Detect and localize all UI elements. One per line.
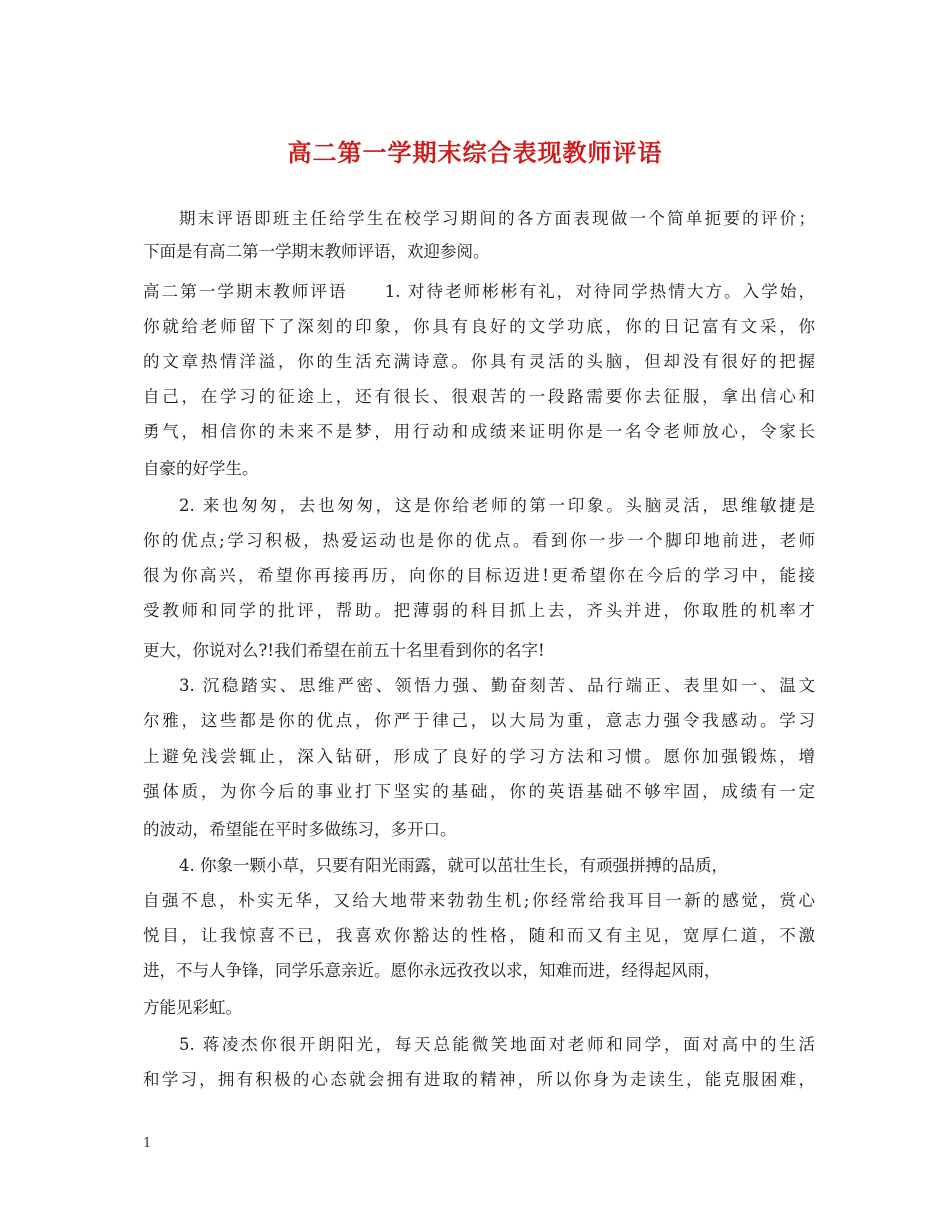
text-line: 勇气，相信你的未来不是梦，用行动和成绩来证明你是一名令老师放心，令家长 — [143, 422, 815, 441]
text-line: 自豪的好学生。 — [143, 459, 259, 478]
text-line: 下面是有高二第一学期末教师评语，欢迎参阅。 — [143, 242, 490, 261]
text-line: 方能见彩虹。 — [143, 998, 242, 1017]
text-line: 和学习，拥有积极的心态就会拥有进取的精神，所以你身为走读生，能克服困难， — [143, 1070, 815, 1089]
page-number: 1 — [143, 1136, 152, 1151]
text-line: 受教师和同学的批评，帮助。把薄弱的科目抓上去，齐头并进，你取胜的机率才 — [143, 601, 815, 620]
text-line: 你就给老师留下了深刻的印象，你具有良好的文学功底，你的日记富有文采，你 — [143, 317, 815, 336]
text-line: 上避免浅尝辄止，深入钻研，形成了良好的学习方法和习惯。愿你加强锻炼，增 — [143, 747, 815, 766]
text-line: 3. 沉稳踏实、思维严密、领悟力强、勤奋刻苦、品行端正、表里如一、温文 — [179, 676, 815, 695]
text-line: 尔雅，这些都是你的优点，你严于律己，以大局为重，意志力强令我感动。学习 — [143, 711, 815, 730]
document-title: 高二第一学期末综合表现教师评语 — [287, 139, 663, 167]
text-line: 自强不息，朴实无华，又给大地带来勃勃生机;你经常给我耳目一新的感觉，赏心 — [143, 891, 815, 910]
text-line: 强体质，为你今后的事业打下坚实的基础，你的英语基础不够牢固，成绩有一定 — [143, 782, 815, 801]
text-line: 进，不与人争锋，同学乐意亲近。愿你永远孜孜以求，知难而进，经得起风雨， — [143, 961, 721, 980]
text-line: 更大，你说对么?!我们希望在前五十名里看到你的名字! — [143, 641, 545, 660]
text-line: 2. 来也匆匆，去也匆匆，这是你给老师的第一印象。头脑灵活，思维敏捷是 — [179, 496, 815, 515]
text-line: 自己，在学习的征途上，还有很长、很艰苦的一段路需要你去征服，拿出信心和 — [143, 387, 815, 406]
text-line: 的波动，希望能在平时多做练习，多开口。 — [143, 820, 457, 839]
text-line: 5. 蒋凌杰你很开朗阳光，每天总能微笑地面对老师和同学，面对高中的生活 — [179, 1035, 815, 1054]
text-line: 很为你高兴，希望你再接再历，向你的目标迈进!更希望你在今后的学习中，能接 — [143, 566, 815, 585]
text-line: 高二第一学期末教师评语 1. 对待老师彬彬有礼，对待同学热情大方。入学始， — [143, 282, 815, 301]
text-line: 期末评语即班主任给学生在校学习期间的各方面表现做一个简单扼要的评价； — [179, 209, 815, 228]
text-line: 悦目，让我惊喜不已，我喜欢你豁达的性格，随和而又有主见，宽厚仁道，不激 — [143, 926, 815, 945]
text-line: 你的优点;学习积极，热爱运动也是你的优点。看到你一步一个脚印地前进，老师 — [143, 531, 815, 550]
text-line: 的文章热情洋溢，你的生活充满诗意。你具有灵活的头脑，但却没有很好的把握 — [143, 352, 815, 371]
text-line: 4. 你象一颗小草，只要有阳光雨露，就可以茁壮生长，有顽强拼搏的品质， — [179, 856, 728, 875]
